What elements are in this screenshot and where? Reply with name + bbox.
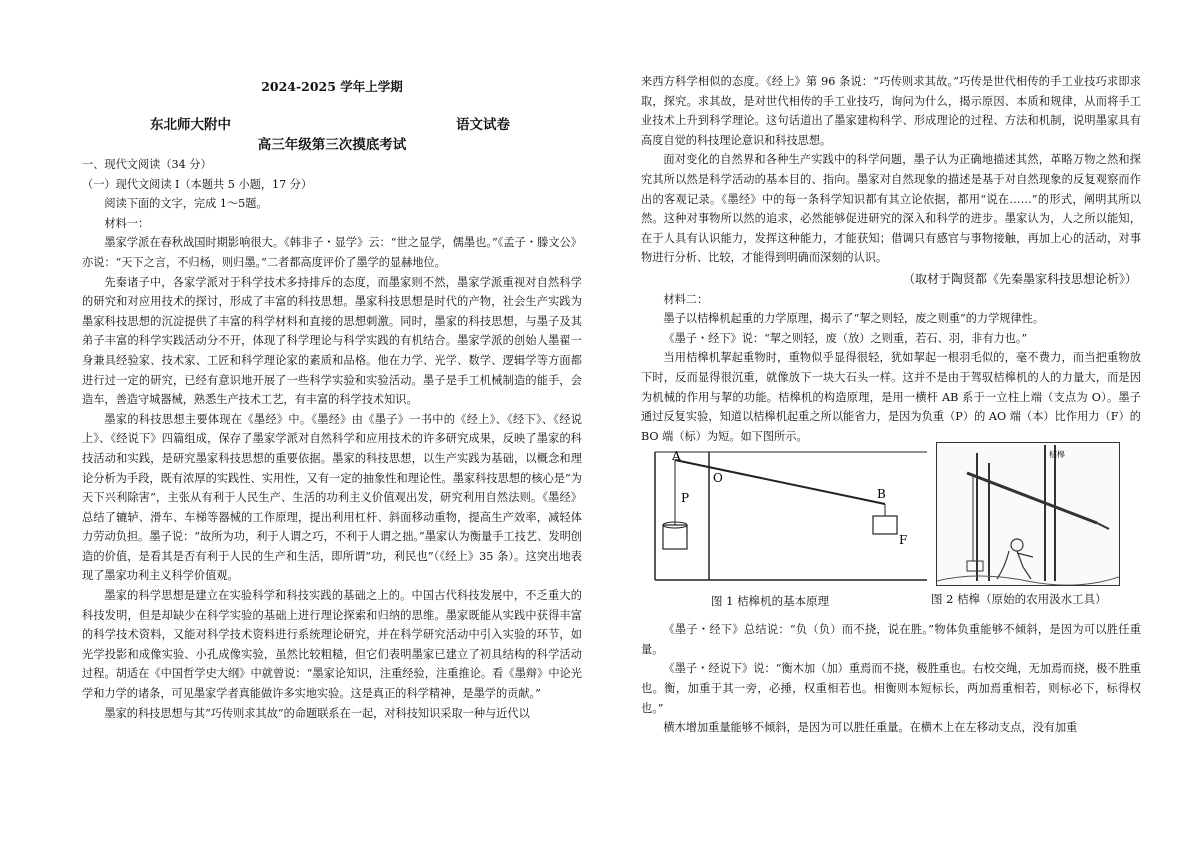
right-column (641, 72, 1141, 738)
well-sweep-illustration (936, 442, 1120, 586)
figure1-caption: 图 1 桔槔机的基本原理 (711, 594, 830, 609)
source-citation: （取材于陶贤都《先秦墨家科技思想论析》） (902, 271, 1137, 286)
material1-label: 材料一： (104, 216, 150, 230)
figures (641, 450, 1141, 620)
school-name: 东北师大附中 (150, 117, 231, 133)
subsection-heading: （一）现代文阅读 I（本题共 5 小题，17 分） (82, 177, 313, 191)
label-f: F (899, 533, 908, 548)
left-paragraph: 墨家的科学思想是建立在实验科学和科技实践的基础之上的。中国古代科技发展中，不乏重大的科技发明，但是却缺少在科学实验的基础上进行理论探索和归纳的思维。墨家既能从实践中获得丰富的科学技术资料，又能对科学技术资料进行系统理论研究，并在科学研究活动中引入实验的环节，如光学投影和成像实验、小孔成像实验，虽然比较粗糙，但它们表明墨家已建立了初具结构的科学活动过程。胡适在《中国哲学史大纲》中就曾说：“墨家论知识，注重经验，注重推论。看《墨辩》中论光学和力学的诸条，可见墨家学者真能做许多实地实验。这是真正的科学精神，是墨学的贡献。” (82, 589, 582, 701)
school-subject-line (82, 115, 582, 135)
left-paragraph: 墨家的科技思想与其“巧传则求其故”的命题联系在一起，对科技知识采取一种与近代以 (104, 706, 530, 720)
term-title: 2024-2025 学年上学期 (261, 79, 403, 94)
label-o: O (713, 471, 723, 486)
right-paragraph: 横木增加重量能够不倾斜，是因为可以胜任重量。在横木上在左移动支点，没有加重 (663, 721, 1078, 735)
label-b: B (877, 487, 886, 502)
lever-diagram (647, 450, 932, 584)
left-paragraph: 先秦诸子中，各家学派对于科学技术多持排斥的态度，而墨家则不然，墨家学派重视对自然科学的研究和对应用技术的探讨，形成了丰富的科技思想。墨家科技思想是时代的产物，社会生产实践为墨家科技思想的沉淀提供了丰富的科学材料和直接的思想刺激。同时，墨家的科技思想，与墨子及其弟子丰富的科学实践活动分不开，体现了科学理论与科学实践的有机结合。墨家学派的创始人墨翟一身兼具经验家、技术家、工匠和科学理论家的素质和品格。他在力学、光学、数学、逻辑学等方面都进行过一定的研究，已经有意识地开展了一些科学实验和实验活动。墨子是手工机械制造的能手，会造车，善造守城器械，熟悉生产技术工艺，有丰富的科学技术知识。 (82, 275, 582, 407)
exam-title: 高三年级第三次摸底考试 (257, 137, 407, 153)
subject-name: 语文试卷 (456, 117, 510, 133)
label-p: P (681, 491, 690, 506)
right-paragraph: 《墨子・经下》总结说：“负（负）而不挠，说在胜。”物体负重能够不倾斜，是因为可以胜任重量。 (641, 623, 1141, 656)
instruction: 阅读下面的文字，完成 1～5题。 (104, 197, 268, 211)
left-column (82, 0, 582, 723)
right-paragraph: 当用桔槔机挈起重物时，重物似乎显得很轻，犹如挈起一根羽毛似的，毫不费力，而当把重物放下时，反而显得很沉重，就像放下一块大石头一样。这并不是由于驾驭桔槔机的人的力量大，而是因为机械的作用与挈的功能。桔槔机的构造原理，是用一横杆 AB 系于一立柱上端（支点为 O）。墨子通过反复实验，知道以桔槔机起重之所以能省力，是因为负重（P）的 AO 端（本）比作用力（F）的 BO 端（标）为短。如下图所示。 (641, 351, 1141, 443)
right-paragraph: 面对变化的自然界和各种生产实践中的科学问题，墨子认为正确地描述其然，革略万物之然和探究其所以然是科学活动的基本目的、指向。墨家对自然现象的描述是基于对自然现象的反复观察而作出的客观记录。《墨经》中的每一条科学知识都有其立论依据，都用“说在……”的形式，阐明其所以然。这种对事物所以然的追求，必然能够促进研究的深入和科学的进步。墨家认为，人之所以能知，在于人具有认识能力，发挥这种能力，才能获知；借调只有感官与事物接触，再加上心的活动，对事物进行分析、比较，才能得到明确而深刻的认识。 (641, 153, 1141, 265)
label-a: A (672, 450, 681, 464)
right-paragraph: 来西方科学相似的态度。《经上》第 96 条说：“巧传则求其故。”巧传是世代相传的手工业技巧求即求取，探究。求其故，是对世代相传的手工业技巧，询问为什么，揭示原因、本质和规律，从而将手工业技术上升到科学理论。这句话道出了墨家建构科学、形成理论的过程、方法和机制，说明墨家具有高度自觉的科技理论意识和科技思想。 (641, 75, 1141, 147)
left-paragraph: 墨家的科技思想主要体现在《墨经》中。《墨经》由《墨子》一书中的《经上》、《经下》、《经说上》、《经说下》四篇组成，保存了墨家学派对自然科学和应用技术的许多研究成果，反映了墨家的科技活动和实践，是研究墨家科技思想的重要依据。墨家的科技思想，以生产实践为基础，以概念和理论分析为手段，既有浓厚的实践性、实用性，又有一定的抽象性和理论性。墨家科技思想的核心是“为天下兴利除害”，主张从有利于人民生产、生活的功利主义价值观出发，研究利用自然法则。《墨经》总结了辘轳、滑车、车梯等器械的工作原理，提出利用杠杆、斜面移动重物，提高生产效率，减轻体力劳动负担。墨子说：“故所为功，利于人谓之巧，不利于人谓之拙。”墨家认为衡量手工技艺、发明创造的价值，是看其是否有利于人民的生产和生活，即所谓“功，利民也”（《经上》35 条）。这突出地表现了墨家功利主义科学价值观。 (82, 412, 582, 583)
section-heading: 一、现代文阅读（34 分） (82, 158, 212, 171)
material2-label: 材料二： (663, 292, 709, 306)
left-paragraph: 墨家学派在春秋战国时期影响很大。《韩非子・显学》云：“世之显学，儒墨也。”《孟子・滕文公》亦说：“天下之言，不归杨，则归墨。”二者都高度评价了墨学的显赫地位。 (82, 236, 582, 269)
right-paragraph: 《墨子・经说下》说：“衡木加（加）重焉而不挠，极胜重也。右校交绳，无加焉而挠，极不胜重也。衡，加重于其一旁，必捶，权重相若也。相衡则本短标长，两加焉重相若，则标必下，标得权也。” (641, 662, 1141, 715)
figure2-sign: 桔槔 (1049, 450, 1065, 460)
figure2-caption: 图 2 桔槔（原始的农用汲水工具） (931, 592, 1107, 607)
right-paragraph: 墨子以桔槔机起重的力学原理，揭示了“挈之则轻，废之则重”的力学规律性。 (663, 312, 1045, 326)
right-paragraph: 《墨子・经下》说：“挈之则轻，废（放）之则重，若石、羽，非有力也。” (663, 331, 1028, 345)
